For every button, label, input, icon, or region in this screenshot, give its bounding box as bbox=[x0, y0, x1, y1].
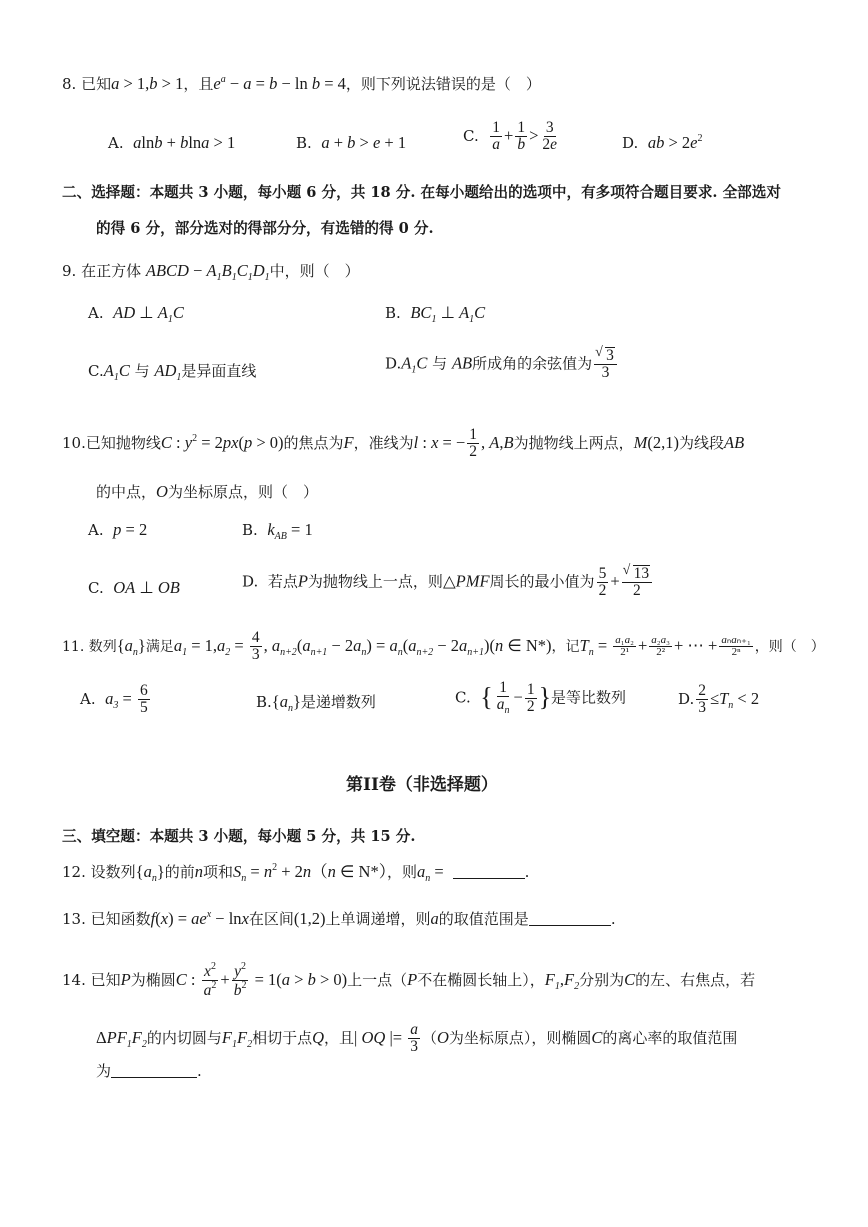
q8-option-a[interactable]: A. alnb + blna > 1 bbox=[108, 133, 236, 152]
q12-stem: 12. 设数列$\{a_n\}$的前n项和$S_n = n^2 + 2n(n$ ∈ N*），则$a_n$ = . bbox=[62, 862, 530, 884]
q14-stem-line1: 14. 已知P为椭圆C : $\frac{x^2}{a^2}$ + $\frac{y^2}{b^2}$ = 1(a > b > 0)上一点（P不在椭圆长轴上），$F_1,F_2$分别为C的左、右焦点，若 bbox=[62, 961, 756, 1000]
q13-answer-blank[interactable] bbox=[529, 925, 611, 926]
q14-answer-blank[interactable] bbox=[111, 1077, 197, 1078]
q11-option-d[interactable]: D. $\frac{2}{3}$ $\le T_n < 2$ bbox=[678, 682, 760, 717]
q10-option-a[interactable]: A. p = 2 bbox=[88, 520, 148, 539]
section-3-instructions: 三、填空题：本题共 3 小题，每小题 5 分，共 15 分. bbox=[62, 828, 416, 845]
q11-option-a[interactable]: A. $a_3$ = $\frac{6}{5}$ bbox=[80, 682, 148, 717]
q13-stem: 13. 已知函数$f(x) = ae^x - \ln x$在区间(1,2)上单调递增，则a的取值范围是 . bbox=[62, 909, 616, 928]
q9-option-c[interactable]: $C.A_1C$ 与 $AD_1$是异面直线 bbox=[88, 361, 257, 383]
q9-option-a[interactable]: A. AD ⊥ $A_1C$ bbox=[88, 303, 184, 325]
q11-stem: 11. 数列$\{a_n\}$满足$a_1 = 1,a_2$ = $\frac{4}{3}$ , $a_{n+2}(a_{n+1} - 2a_n) = a_n(a_{n+2} - 2a_{n+1})(n$ ∈ N*)，记$T_n$ = $\frac{\text{a₁a₂}}{\text{2¹}}$ + $\frac{\text{a₂a₃}}{\text{2²}}$ + ⋯ + $\frac{\text{aₙaₙ₊₁}}{\text{2ⁿ}}$ ，则（ ） bbox=[62, 629, 825, 664]
q10-stem-line1: 10.已知抛物线C : $y^2 = 2px(p > 0)$的焦点为F，准线为l : x = − $\frac{1}{2}$ , A,B为抛物线上两点，M(2,1)为线段AB bbox=[62, 426, 745, 461]
q9-stem: 9. 在正方体 ABCD − $A_1B_1C_1D_1$中，则（ ） bbox=[62, 261, 360, 283]
q12-answer-blank[interactable] bbox=[453, 878, 525, 879]
q8-option-d[interactable]: D. ab > $2e^2$ bbox=[622, 133, 703, 152]
q9-option-b[interactable]: B. $BC_1$ ⊥ $A_1C$ bbox=[385, 303, 486, 325]
q8-option-c[interactable]: C. $\frac{1}{a}$ + $\frac{1}{b}$ > $\frac{3}{2e}$ bbox=[463, 119, 558, 154]
q10-option-d[interactable]: D. 若点P为抛物线上一点，则△PMF周长的最小值为 $\frac{5}{2}$ + √ $\frac{13}{2}$ bbox=[242, 565, 654, 600]
q11-option-c[interactable]: C. { $\frac{1}{a_n}$ − $\frac{1}{2}$ }是等比数列 bbox=[455, 679, 627, 717]
q10-stem-line2: 的中点，O为坐标原点，则（ ） bbox=[96, 482, 318, 501]
section-2-instructions-line1: 二、选择题：本题共 3 小题，每小题 6 分，共 18 分. 在每小题给出的选项中，有多项符合题目要求. 全部选对 bbox=[62, 184, 781, 201]
section-2-instructions-line2: 的得 6 分，部分选对的得部分分，有选错的得 0 分. bbox=[96, 220, 434, 237]
q10-option-c[interactable]: C. OA ⊥ OB bbox=[88, 578, 180, 597]
q11-option-b[interactable]: $B.\{a_n\}$是递增数列 bbox=[256, 692, 376, 714]
q10-option-b[interactable]: B. $k_{AB} = 1$ bbox=[242, 520, 313, 542]
part-2-title: 第II卷（非选择题） bbox=[346, 775, 498, 795]
q14-stem-line3: 为 . bbox=[96, 1062, 202, 1080]
q14-stem-line2: $\Delta PF_1F_2$的内切圆与$F_1F_2$相切于点Q，且| OQ |= $\frac{a}{3}$ （O为坐标原点），则椭圆C的离心率的取值范围 bbox=[96, 1021, 738, 1056]
q8-option-b[interactable]: B. a + b > e + 1 bbox=[296, 133, 407, 152]
q8-stem: 8. 已知a > 1,b > 1，且$e^a - a = b - \ln b = 4$，则下列说法错误的是（ ） bbox=[62, 74, 541, 93]
q9-option-d[interactable]: $D.A_1C$ 与 AB所成角的余弦值为 √ $\frac{3}{3}$ bbox=[385, 347, 619, 382]
